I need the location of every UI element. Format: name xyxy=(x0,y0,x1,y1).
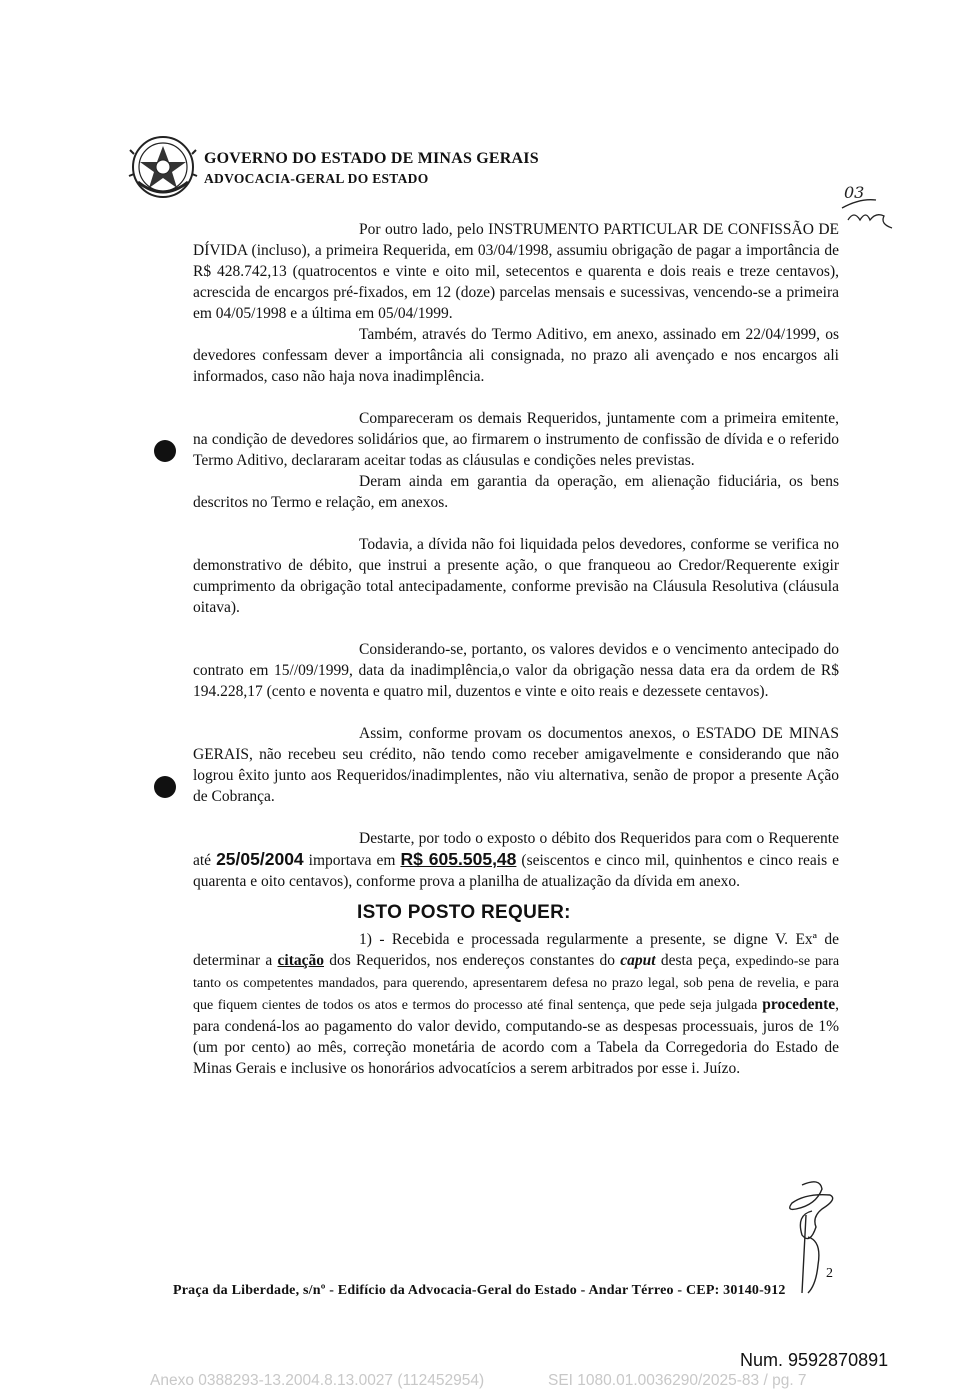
paragraph: Compareceram os demais Requeridos, juntamente com a primeira emitente, na condição de devedores solidários que, ao firmarem o instrumento de confissão de dívida e o referido Termo Aditivo, declararam aceitar todas as cláusulas e condições neles previstas. xyxy=(193,410,839,469)
procedente-term: procedente xyxy=(762,996,836,1013)
paragraph: Considerando-se, portanto, os valores devidos e o vencimento antecipado do contrato em 15//09/1999, data da inadimplência,o valor da obrigação nessa data era da ordem de R$ 194.228,17 (cento e noventa e quatro mil, duzentos e vinte e oito reais e dezessete centavos). xyxy=(193,641,839,700)
section-heading: ISTO POSTO REQUER: xyxy=(357,902,571,923)
document-number-stamp: Num. 9592870891 xyxy=(740,1350,889,1370)
sei-reference: SEI 1080.01.0036290/2025-83 / pg. 7 xyxy=(548,1372,807,1389)
paragraph: Também, através do Termo Aditivo, em anexo, assinado em 22/04/1999, os devedores confessam dever a importância ali consignada, no prazo ali avençado e nos encargos ali informados, caso não haja nova inadimplência. xyxy=(193,326,839,385)
hole-punch-icon xyxy=(154,440,176,462)
footer-address: Praça da Liberdade, s/nº - Edifício da Advocacia-Geral do Estado - Andar Térreo - CEP: 30140-912 xyxy=(173,1283,786,1298)
header-title: GOVERNO DO ESTADO DE MINAS GERAIS xyxy=(204,150,539,167)
document-body xyxy=(193,219,839,1079)
margin-initials xyxy=(840,180,900,240)
header-subtitle: ADVOCACIA-GERAL DO ESTADO xyxy=(204,171,429,186)
hole-punch-icon xyxy=(154,776,176,798)
debt-date: 25/05/2004 xyxy=(216,849,304,869)
paragraph: Por outro lado, pelo INSTRUMENTO PARTICULAR DE CONFISSÃO DE DÍVIDA (incluso), a primeira Requerida, em 03/04/1998, assumiu obrigação de pagar a importância de R$ 428.742,13 (quatrocentos e vinte e oito mil, setecentos e quarenta e dois reais e treze centavos), acrescida de encargos pré-fixados, em 12 (doze) parcelas mensais e sucessivas, vencendo-se a primeira em 04/05/1998 e a última em 05/04/1999. xyxy=(193,221,839,322)
citacao-term: citação xyxy=(277,952,324,969)
annex-reference: Anexo 0388293-13.2004.8.13.0027 (112452954) xyxy=(150,1372,485,1389)
page-number: 2 xyxy=(826,1266,833,1281)
paragraph: Todavia, a dívida não foi liquidada pelos devedores, conforme se verifica no demonstrativo de débito, que instrui a presente ação, o que franqueou ao Credor/Requerente exigir cumprimento da obrigação total antecipadamente, conforme previsão na Cláusula Resolutiva (cláusula oitava). xyxy=(193,536,839,616)
debt-amount: R$ 605.505,48 xyxy=(400,849,517,869)
paragraph: Assim, conforme provam os documentos anexos, o ESTADO DE MINAS GERAIS, não recebeu seu crédito, não tendo como receber amigavelmente e considerando que não logrou êxito junto aos Requeridos/inadimplentes, não viu alternativa, senão de propor a presente Ação de Cobrança. xyxy=(193,725,839,805)
svg-text:03: 03 xyxy=(844,183,865,202)
paragraph: Deram ainda em garantia da operação, em alienação fiduciária, os bens descritos no Termo e relação, em anexos. xyxy=(193,473,839,511)
caput-term: caput xyxy=(620,952,656,969)
paragraph-debt-total: Destarte, por todo o exposto o débito dos Requeridos para com o Requerente até 25/05/2004 importava em R$ 605.505,48 (seiscentos e cinco mil, quinhentos e cinco reais e quarenta e oito centavos), conforme prova a planilha de atualização da dívida em anexo. xyxy=(193,830,840,890)
state-coat-of-arms-icon xyxy=(128,134,198,204)
paragraph-request: 1) - Recebida e processada regularmente a presente, se digne V. Exª de determinar a citação dos Requeridos, nos endereços constantes do caput desta peça, expedindo-se para tanto os competentes mandados, para querendo, apresentarem defesa no prazo legal, sob pena de revelia, e para que fiquem cientes de todos os atos e termos do processo até final sentença, que pede seja julgada procedente, para condená-los ao pagamento do valor devido, computando-se as despesas processuais, juros de 1% (um por cento) ao mês, correção monetária de acordo com a Tabela da Corregedoria do Estado de Minas Gerais e inclusive os honorários advocatícios a serem arbitrados por esse i. Juízo. xyxy=(193,931,840,1077)
